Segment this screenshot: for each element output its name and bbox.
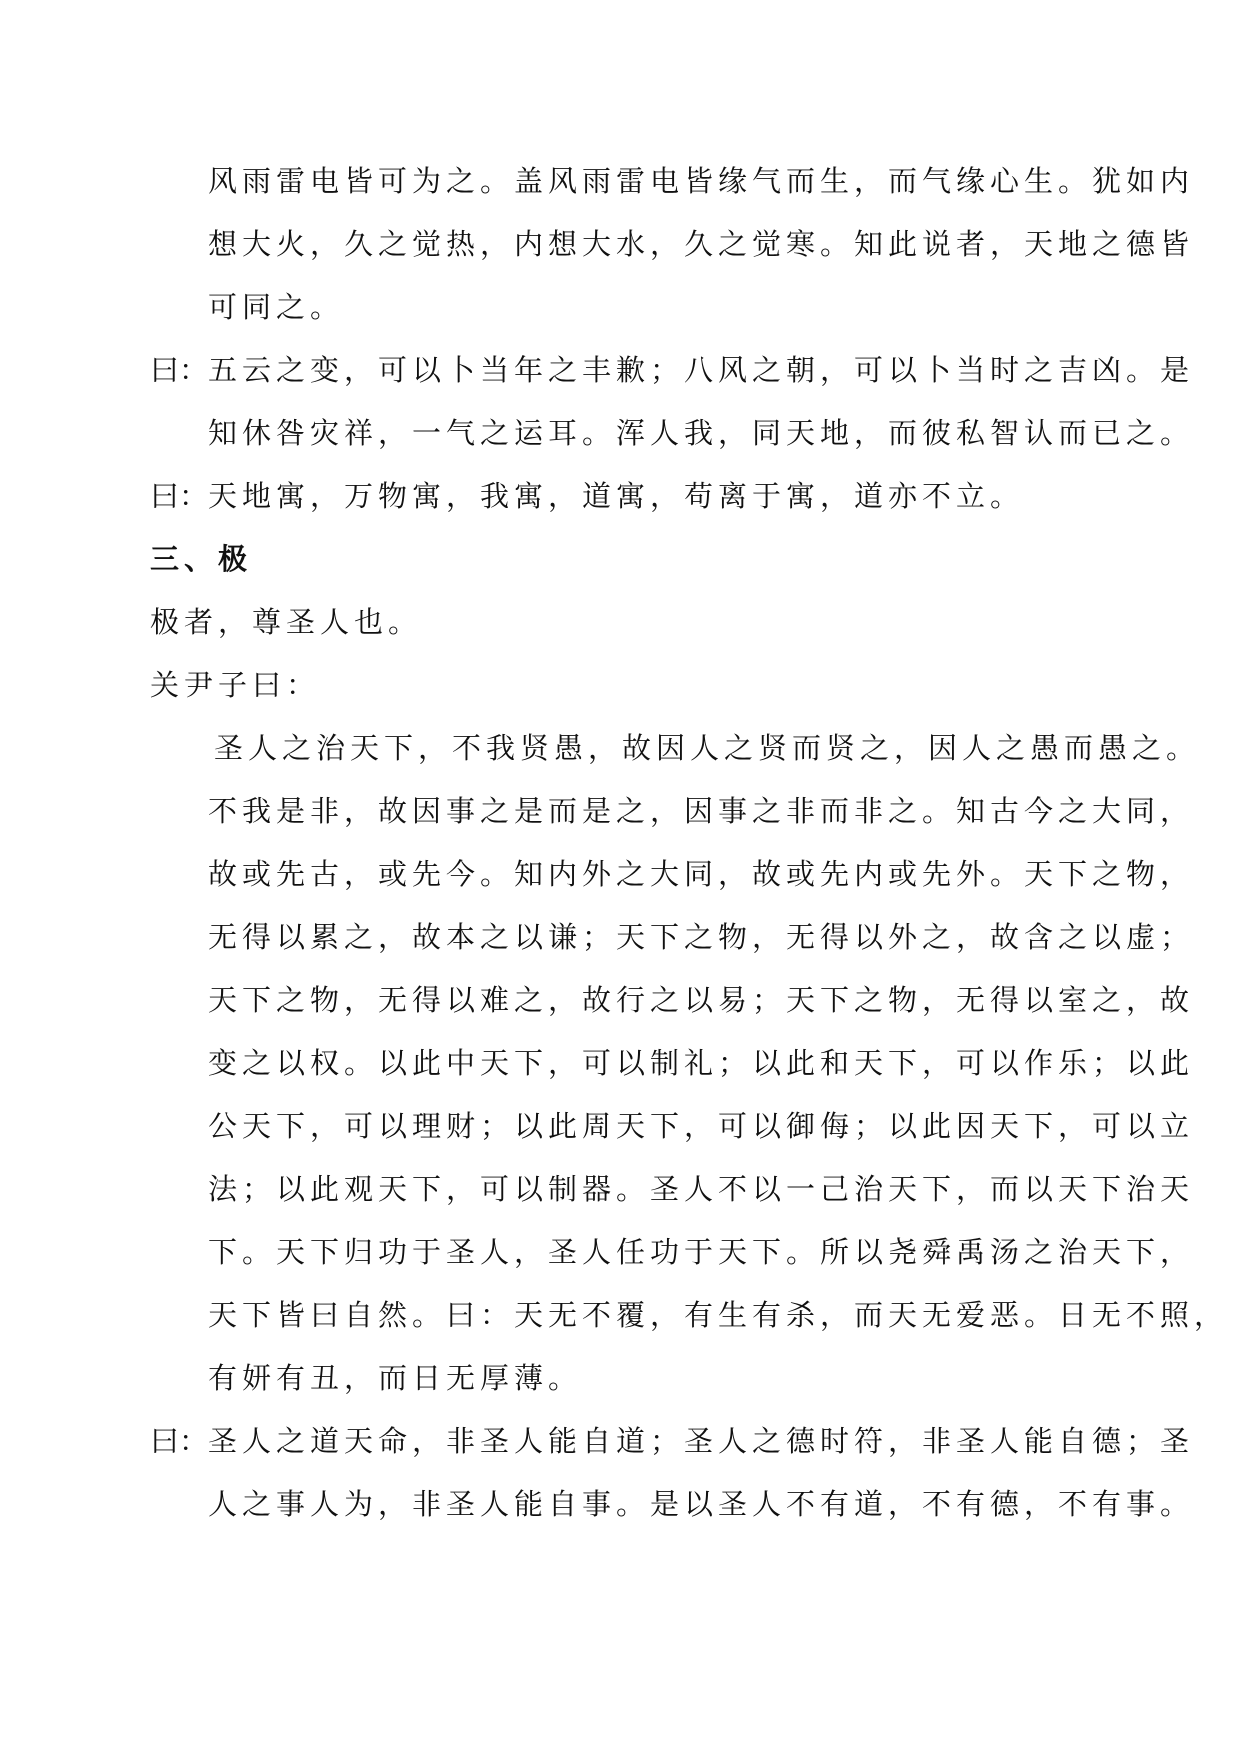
text-line: 无得以累之，故本之以谦；天下之物，无得以外之，故含之以虚； bbox=[208, 920, 1195, 954]
text-line: 公天下，可以理财；以此周天下，可以御侮；以此因天下，可以立 bbox=[208, 1109, 1195, 1143]
text-line: 法；以此观天下，可以制器。圣人不以一己治天下，而以天下治天 bbox=[208, 1172, 1195, 1206]
attribution-line: 关尹子曰： bbox=[150, 668, 321, 702]
text-line bbox=[150, 339, 1195, 402]
saying-label: 曰： bbox=[150, 353, 209, 387]
saying-label: 曰： bbox=[150, 479, 209, 513]
text-line bbox=[150, 465, 1115, 528]
text-line: 知休咎灾祥，一气之运耳。浑人我，同天地，而彼私智认而已之。 bbox=[208, 416, 1195, 450]
text-line: 天下之物，无得以难之，故行之以易；天下之物，无得以室之，故 bbox=[208, 983, 1195, 1017]
saying-text: 圣人之道天命，非圣人能自道；圣人之德时符，非圣人能自德；圣 bbox=[208, 1424, 1195, 1458]
text-line: 圣人之治天下，不我贤愚，故因人之贤而贤之，因人之愚而愚之。 bbox=[214, 731, 1201, 765]
text-line: 变之以权。以此中天下，可以制礼；以此和天下，可以作乐；以此 bbox=[208, 1046, 1195, 1080]
quote-paragraph bbox=[150, 717, 1229, 1410]
text-line bbox=[150, 1410, 1195, 1473]
continuation-paragraph bbox=[150, 150, 1195, 339]
text-line: 人之事人为，非圣人能自事。是以圣人不有道，不有德，不有事。 bbox=[208, 1487, 1195, 1521]
saying-paragraph bbox=[150, 1410, 1195, 1536]
text-line: 风雨雷电皆可为之。盖风雨雷电皆缘气而生，而气缘心生。犹如内 bbox=[208, 164, 1195, 198]
text-line: 下。天下归功于圣人，圣人任功于天下。所以尧舜禹汤之治天下， bbox=[208, 1235, 1195, 1269]
text-line: 有妍有丑，而日无厚薄。 bbox=[208, 1361, 583, 1395]
saying-text: 五云之变，可以卜当年之丰歉；八风之朝，可以卜当时之吉凶。是 bbox=[208, 353, 1195, 387]
text-line: 不我是非，故因事之是而是之，因事之非而非之。知古今之大同， bbox=[208, 794, 1195, 828]
text-line: 天下皆曰自然。曰：天无不覆，有生有杀，而天无爱恶。日无不照， bbox=[208, 1298, 1229, 1332]
saying-paragraph bbox=[150, 339, 1195, 465]
section-heading: 三、极 bbox=[150, 542, 253, 576]
text-line: 想大火，久之觉热，内想大水，久之觉寒。知此说者，天地之德皆 bbox=[208, 227, 1195, 261]
definition-paragraph: 极者，尊圣人也。 bbox=[150, 605, 423, 639]
text-line: 故或先古，或先今。知内外之大同，故或先内或先外。天下之物， bbox=[208, 857, 1195, 891]
saying-paragraph bbox=[150, 465, 1115, 528]
saying-label: 曰： bbox=[150, 1424, 209, 1458]
text-line: 可同之。 bbox=[208, 290, 345, 324]
document-page bbox=[150, 150, 1229, 1536]
saying-text: 天地寓，万物寓，我寓，道寓，苟离于寓，道亦不立。 bbox=[208, 479, 1025, 513]
